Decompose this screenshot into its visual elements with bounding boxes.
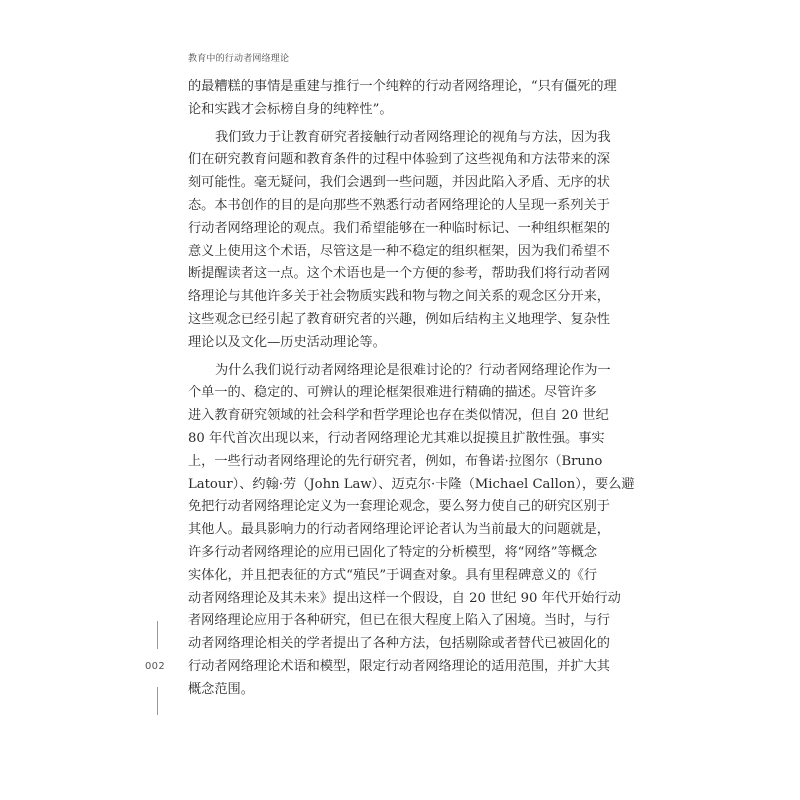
text-line: 动者网络理论及其未来》提出这样一个假设，自 20 世纪 90 年代开始行动 bbox=[188, 590, 621, 606]
text-line: 上，一些行动者网络理论的先行研究者，例如，布鲁诺·拉图尔（Bruno bbox=[188, 453, 603, 469]
text-line: 80 年代首次出现以来，行动者网络理论尤其难以捉摸且扩散性强。事实 bbox=[188, 430, 605, 446]
text-line: 理论以及文化—历史活动理论等。 bbox=[188, 334, 386, 350]
text-line: 免把行动者网络理论定义为一套理论观念，要么努力使自己的研究区别于 bbox=[188, 499, 610, 515]
text-line: 为什么我们说行动者网络理论是很难讨论的？行动者网络理论作为一 bbox=[215, 362, 611, 378]
text-line: 我们致力于让教育研究者接触行动者网络理论的视角与方法，因为我 bbox=[215, 129, 611, 145]
text-line: 其他人。最具影响力的行动者网络理论评论者认为当前最大的问题就是， bbox=[188, 522, 610, 538]
text-line: 进入教育研究领域的社会科学和哲学理论也存在类似情况，但自 20 世纪 bbox=[188, 408, 609, 424]
text-line: 络理论与其他许多关于社会物质实践和物与物之间关系的观念区分开来， bbox=[188, 289, 610, 305]
running-header: 教育中的行动者网络理论 bbox=[188, 54, 290, 64]
text-line: 实体化，并且把表征的方式“殖民”于调查对象。具有里程碑意义的《行 bbox=[188, 567, 598, 583]
text-line: 动者网络理论相关的学者提出了各种方法，包括剔除或者替代已被固化的 bbox=[188, 636, 610, 652]
text-line: 论和实践才会标榜自身的纯粹性”。 bbox=[188, 101, 393, 117]
text-line: 个单一的、稳定的、可辨认的理论框架很难进行精确的描述。尽管许多 bbox=[188, 385, 597, 401]
margin-rule-top bbox=[157, 621, 158, 649]
paragraph-2 bbox=[188, 127, 611, 355]
text-line: 这些观念已经引起了教育研究者的兴趣，例如后结构主义地理学、复杂性 bbox=[188, 311, 610, 327]
text-line: 许多行动者网络理论的应用已固化了特定的分析模型，将“网络”等概念 bbox=[188, 544, 598, 560]
margin-rule-bottom bbox=[157, 687, 158, 715]
text-line: 态。本书创作的目的是向那些不熟悉行动者网络理论的人呈现一系列关于 bbox=[188, 197, 610, 213]
text-line: 者网络理论应用于各种研究，但已在很大程度上陷入了困境。当时，与行 bbox=[188, 613, 610, 629]
text-line: Latour）、约翰·劳（John Law）、迈克尔·卡隆（Michael Callon），要么避 bbox=[188, 476, 635, 492]
text-line: 刻可能性。毫无疑问，我们会遇到一些问题，并因此陷入矛盾、无序的状 bbox=[188, 175, 610, 191]
text-line: 行动者网络理论术语和模型，限定行动者网络理论的适用范围，并扩大其 bbox=[188, 658, 610, 674]
text-line: 的最糟糕的事情是重建与推行一个纯粹的行动者网络理论，“只有僵死的理 bbox=[188, 79, 617, 94]
text-line: 们在研究教育问题和教育条件的过程中体验到了这些视角和方法带来的深 bbox=[188, 152, 610, 168]
paragraph-1 bbox=[188, 76, 617, 122]
body-text bbox=[188, 76, 635, 702]
text-line: 概念范围。 bbox=[188, 681, 254, 697]
text-line: 行动者网络理论的观点。我们希望能够在一种临时标记、一种组织框架的 bbox=[188, 220, 610, 236]
paragraph-3 bbox=[188, 360, 635, 702]
text-line: 意义上使用这个术语，尽管这是一种不稳定的组织框架，因为我们希望不 bbox=[188, 243, 610, 259]
text-line: 断提醒读者这一点。这个术语也是一个方便的参考，帮助我们将行动者网 bbox=[188, 266, 610, 282]
page-number: 002 bbox=[145, 661, 165, 672]
